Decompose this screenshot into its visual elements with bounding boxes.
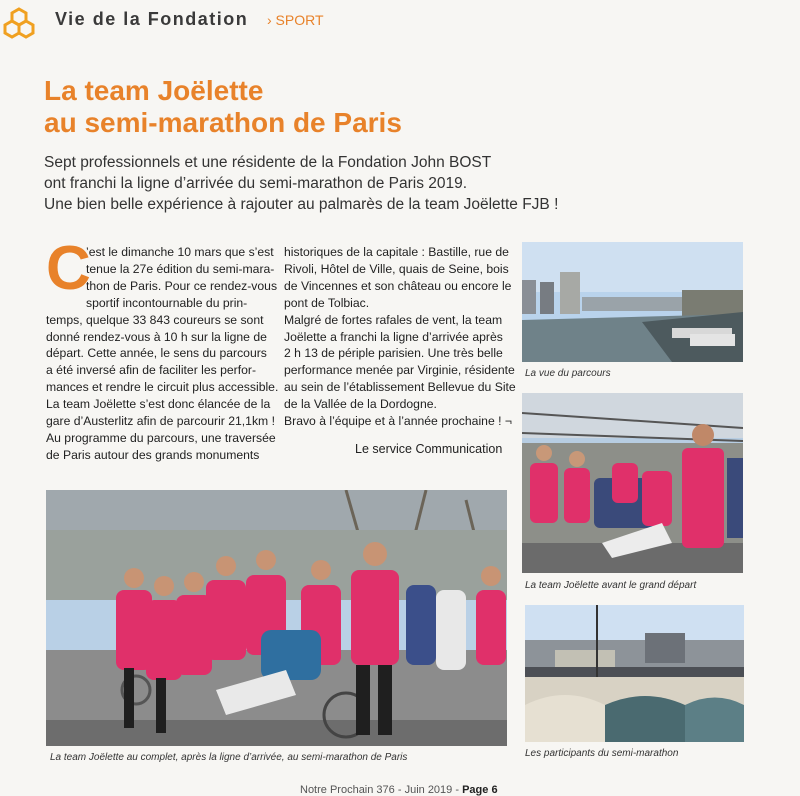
photo-bridge [525, 605, 744, 742]
article-text-line: de Vincennes et son château ou encore le [284, 278, 512, 293]
article-text-line: performance menée par Virginie, résidente [284, 363, 515, 378]
caption-team-finish: La team Joëlette au complet, après la ligne d’arrivée, au semi-marathon de Paris [50, 752, 408, 763]
article-text-line: Bravo à l’équipe et à l’année prochaine ! ¬ [284, 414, 512, 429]
page-footer: Notre Prochain 376 - Juin 2019 - Page 6 [300, 784, 498, 796]
article-column-1 [46, 244, 278, 464]
article-text-line: a été inversé afin de faciliter les perfor- [46, 363, 256, 378]
article-title-line: au semi-marathon de Paris [44, 107, 402, 138]
article-text-line: ’est le dimanche 10 mars que s’est [86, 245, 274, 259]
article-text-line: La team Joëlette s’est donc élancée de la [46, 397, 271, 412]
article-title [44, 75, 564, 139]
article-signature: Le service Communication [355, 442, 503, 456]
footer-date: Juin 2019 [404, 784, 453, 796]
article-text-line: Rivoli, Hôtel de Ville, quais de Seine, bois [284, 261, 509, 276]
article-intro [44, 152, 604, 215]
section-subtitle: › SPORT [267, 12, 324, 28]
article-text-line: thon de Paris. Pour ce rendez-vous [86, 278, 278, 293]
drop-cap: C [46, 234, 91, 303]
article-text-line: donné rendez-vous à 10 h sur la ligne de [46, 329, 267, 344]
article-text-line: Joëlette a franchi la ligne d’arrivée après [284, 329, 503, 344]
footer-magazine: Notre Prochain 376 [300, 784, 395, 796]
article-text-line: Malgré de fortes rafales de vent, la team [284, 312, 503, 327]
intro-line: Une bien belle expérience à rajouter au palmarès de la team Joëlette FJB ! [44, 196, 559, 213]
article-text-line: sportif incontournable du prin- [86, 295, 248, 310]
article-text-line: au sein de l’établissement Bellevue du Site [284, 380, 516, 395]
caption-bridge: Les participants du semi-marathon [525, 748, 679, 759]
article-text-line: de la Vallée de la Dordogne. [284, 397, 437, 412]
article-text-line: temps, quelque 33 843 coureurs se sont [46, 312, 264, 327]
photo-river-view [522, 242, 743, 362]
photo-team-before-start [522, 393, 743, 573]
article-text-line: mances et rendre le circuit plus accessible. [46, 380, 279, 395]
article-text-line: 2 h 13 de périple parisien. Une très belle [284, 346, 503, 361]
caption-team-before: La team Joëlette avant le grand départ [525, 580, 697, 591]
fondation-logo-icon [2, 6, 36, 40]
article-text-line: Au programme du parcours, une traversée [46, 430, 276, 445]
caption-river: La vue du parcours [525, 368, 611, 379]
footer-page: Page 6 [462, 784, 498, 796]
article-text-line: historiques de la capitale : Bastille, rue de [284, 245, 509, 259]
article-text-line: départ. Cette année, le sens du parcours [46, 346, 267, 361]
section-title: Vie de la Fondation [55, 9, 249, 29]
article-text-line: de Paris autour des grands monuments [46, 447, 260, 462]
article-text-line: gare d’Austerlitz afin de parcourir 21,1km ! [46, 414, 275, 429]
photo-team-finish [46, 490, 507, 746]
intro-line: Sept professionnels et une résidente de la Fondation John BOST [44, 154, 492, 171]
article-text-line: tenue la 27e édition du semi-mara- [86, 261, 275, 276]
article-title-line: La team Joëlette [44, 75, 264, 106]
intro-line: ont franchi la ligne d’arrivée du semi-marathon de Paris 2019. [44, 175, 468, 192]
article-text-line: pont de Tolbiac. [284, 295, 370, 310]
article-column-2 [284, 244, 516, 430]
